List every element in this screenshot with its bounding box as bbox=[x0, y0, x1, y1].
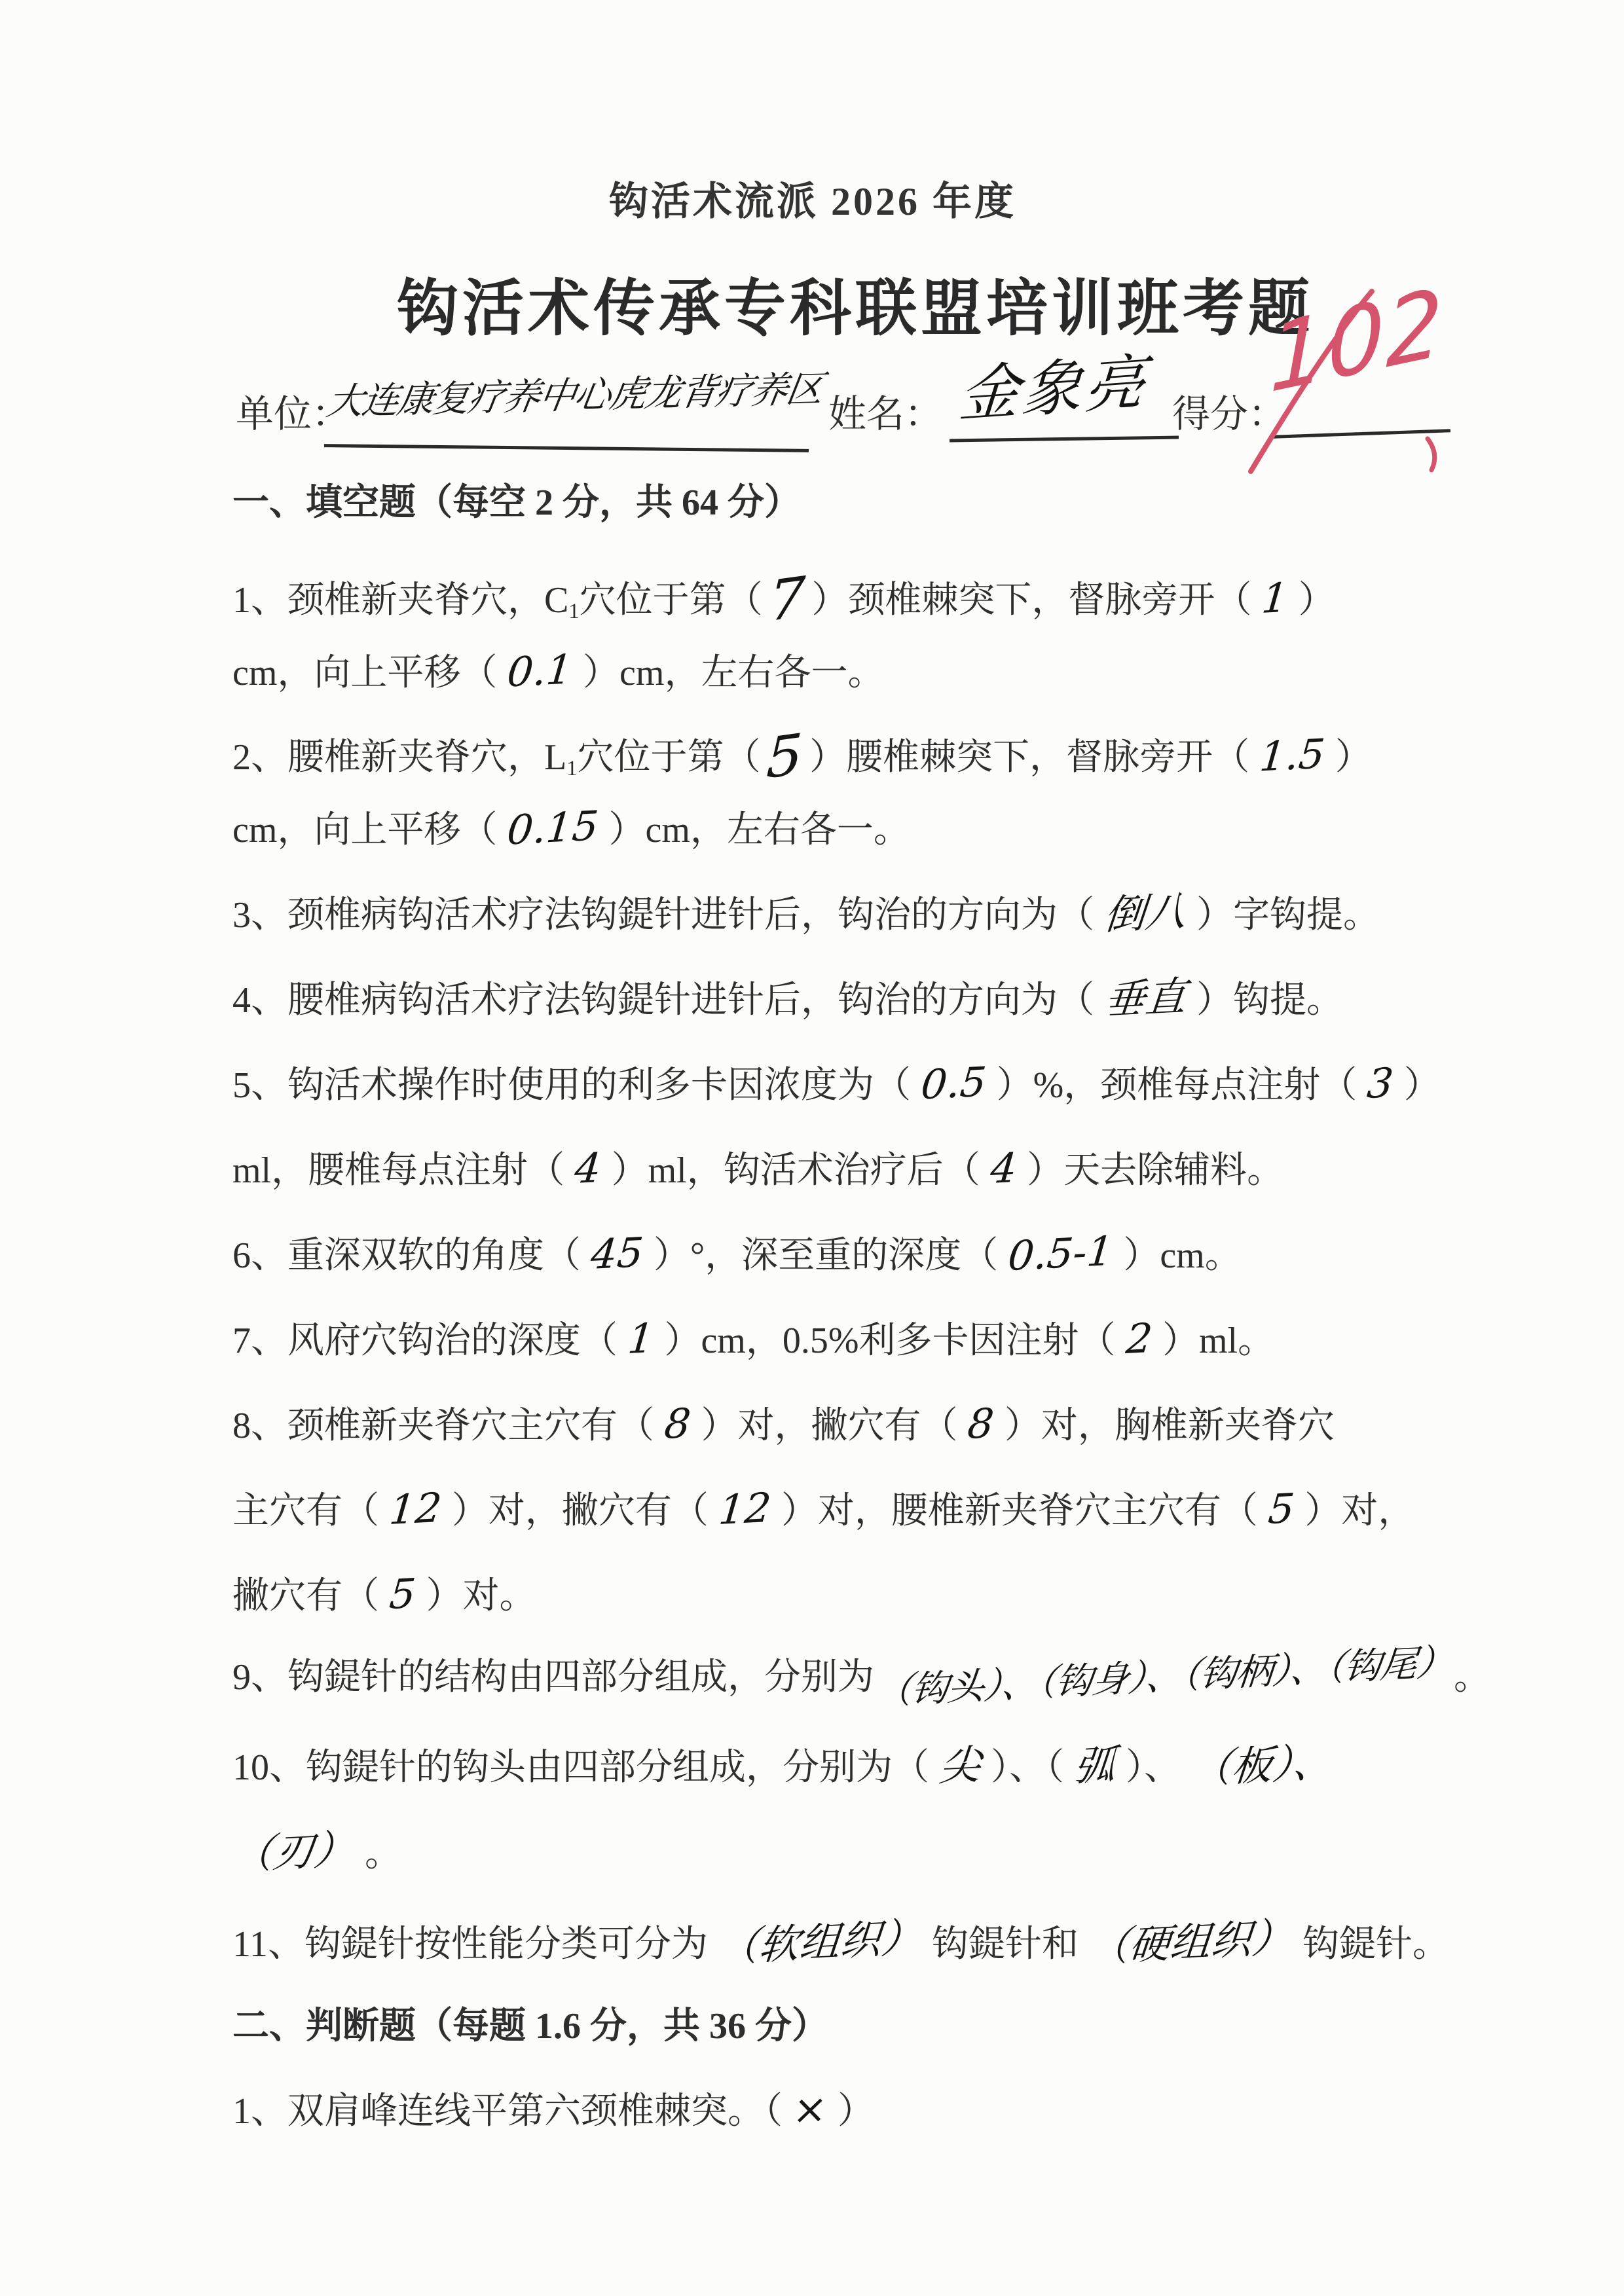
handwritten-answer: × bbox=[790, 2084, 830, 2134]
printed-text: ）cm。 bbox=[1123, 1235, 1242, 1276]
q9-line bbox=[232, 1641, 1490, 1713]
printed-text: 穴位于第（ bbox=[579, 580, 763, 621]
q5-line2 bbox=[232, 1144, 1283, 1193]
handwritten-answer: 8 bbox=[966, 1399, 997, 1448]
handwritten-answer: （钩头）、（钩身）、（钩柄）、（钩尾） bbox=[873, 1641, 1455, 1713]
q8-line3 bbox=[232, 1570, 536, 1618]
printed-text: ） bbox=[1298, 580, 1335, 621]
handwritten-answer: 5 bbox=[1266, 1484, 1297, 1533]
printed-text: 6、重深双软的角度（ bbox=[232, 1235, 581, 1276]
printed-text: ） bbox=[837, 2091, 874, 2132]
section2-heading: 二、判断题（每题 1.6 分，共 36 分） bbox=[232, 2006, 828, 2047]
printed-text: 2、腰椎新夹脊穴，L bbox=[232, 737, 567, 778]
printed-text: ）颈椎棘突下，督脉旁开（ bbox=[811, 580, 1252, 621]
printed-text: 钩鍉针。 bbox=[1302, 1924, 1449, 1965]
q6-line bbox=[232, 1226, 1242, 1281]
printed-text: ml，腰椎每点注射（ bbox=[232, 1150, 565, 1191]
printed-text: 11、钩鍉针按性能分类可分为 bbox=[232, 1924, 708, 1965]
printed-text: 4、腰椎病钩活术疗法钩鍉针进针后，钩治的方向为（ bbox=[232, 980, 1094, 1021]
q2-line2 bbox=[232, 801, 910, 854]
printed-text: ）对，腰椎新夹脊穴主穴有（ bbox=[781, 1491, 1258, 1531]
printed-text: 10、钩鍉针的钩头由四部分组成，分别为（ bbox=[232, 1747, 929, 1788]
handwritten-answer: 2 bbox=[1124, 1314, 1154, 1363]
handwritten-answer: 1.5 bbox=[1257, 729, 1327, 781]
main-title: 钩活术传承专科联盟培训班考题 bbox=[397, 275, 1314, 343]
printed-text: 3、颈椎病钩活术疗法钩鍉针进针后，钩治的方向为（ bbox=[232, 895, 1094, 936]
handwritten-answer: 倒八 bbox=[1102, 886, 1189, 939]
printed-text: ）°，深至重的深度（ bbox=[653, 1235, 999, 1276]
name-value-handwritten: 金象亮 bbox=[957, 346, 1150, 431]
handwritten-answer: 12 bbox=[387, 1483, 444, 1535]
unit-value-handwritten: 大连康复疗养中心虎龙背疗养区 bbox=[323, 367, 826, 424]
printed-text: ）对， bbox=[1304, 1491, 1415, 1531]
printed-text: cm，向上平移（ bbox=[232, 653, 498, 693]
printed-text: 7、风府穴钩治的深度（ bbox=[232, 1321, 618, 1361]
handwritten-answer: 0.5-1 bbox=[1006, 1226, 1116, 1281]
handwritten-answer: 0.5 bbox=[919, 1057, 989, 1109]
printed-text: ）ml。 bbox=[1162, 1321, 1275, 1361]
printed-text: ） bbox=[1403, 1065, 1441, 1106]
printed-text: 穴位于第（ bbox=[577, 737, 761, 778]
q11-line bbox=[232, 1912, 1449, 1972]
score-value-handwritten: 102 bbox=[1268, 268, 1445, 415]
printed-text: 。 bbox=[1454, 1657, 1490, 1698]
printed-text: ）cm，左右各一。 bbox=[608, 810, 910, 850]
series-title: 钩活术流派 2026 年度 bbox=[609, 180, 1016, 223]
unit-underline bbox=[324, 444, 809, 452]
printed-text: cm，向上平移（ bbox=[232, 810, 498, 850]
section1-heading: 一、填空题（每空 2 分，共 64 分） bbox=[232, 483, 801, 523]
name-underline bbox=[950, 436, 1179, 443]
q4-line bbox=[232, 974, 1343, 1023]
handwritten-answer: 弧 bbox=[1072, 1740, 1118, 1791]
q10-line1 bbox=[232, 1738, 1344, 1793]
printed-text: 。 bbox=[365, 1834, 402, 1874]
handwritten-answer: 垂直 bbox=[1102, 972, 1189, 1025]
handwritten-answer: （软组织） bbox=[715, 1912, 925, 1972]
handwritten-answer: 1 bbox=[1260, 574, 1291, 623]
handwritten-answer: 0.1 bbox=[505, 645, 575, 697]
q7-line bbox=[232, 1315, 1274, 1363]
printed-text: 8、颈椎新夹脊穴主穴有（ bbox=[232, 1406, 654, 1446]
printed-text: ）cm，0.5%利多卡因注射（ bbox=[664, 1321, 1116, 1361]
q8-line1 bbox=[232, 1400, 1335, 1448]
printed-text: ）钩提。 bbox=[1196, 980, 1344, 1021]
subscript: 1 bbox=[568, 600, 580, 624]
q10-line2 bbox=[230, 1825, 402, 1879]
handwritten-answer: 12 bbox=[716, 1483, 773, 1535]
printed-text: ）%，颈椎每点注射（ bbox=[996, 1065, 1357, 1106]
handwritten-answer: （刃） bbox=[230, 1825, 357, 1879]
printed-text: 主穴有（ bbox=[232, 1491, 379, 1531]
handwritten-answer: 尖 bbox=[937, 1740, 983, 1791]
handwritten-answer: 4 bbox=[572, 1144, 603, 1193]
handwritten-answer: 3 bbox=[1365, 1059, 1396, 1108]
q2-line1 bbox=[232, 717, 1372, 792]
q5-line1 bbox=[232, 1059, 1441, 1108]
printed-text: ）对，撇穴有（ bbox=[701, 1406, 958, 1446]
handwritten-answer: （硬组织） bbox=[1086, 1912, 1295, 1972]
printed-text: ）字钩提。 bbox=[1196, 895, 1380, 936]
printed-text: ）天去除辅料。 bbox=[1027, 1150, 1284, 1191]
score-flourish-ink bbox=[1231, 275, 1467, 484]
printed-text: 撇穴有（ bbox=[232, 1576, 379, 1616]
handwritten-answer: 5 bbox=[387, 1569, 418, 1618]
printed-text: 1、颈椎新夹脊穴，C bbox=[232, 580, 569, 621]
printed-text: 5、钩活术操作时使用的利多卡因浓度为（ bbox=[232, 1065, 911, 1106]
q1-line1 bbox=[232, 560, 1335, 635]
printed-text: ）ml，钩活术治疗后（ bbox=[611, 1150, 980, 1191]
printed-text: ） bbox=[1335, 737, 1372, 778]
handwritten-answer: 8 bbox=[662, 1399, 693, 1448]
handwritten-answer: 7 bbox=[767, 564, 807, 635]
name-label: 姓名： bbox=[828, 393, 943, 435]
printed-text: 钩鍉针和 bbox=[931, 1924, 1079, 1965]
printed-text: ）腰椎棘突下，督脉旁开（ bbox=[809, 737, 1250, 778]
q3-line bbox=[232, 886, 1380, 939]
printed-text: ）、（ bbox=[991, 1747, 1065, 1788]
printed-text: 1、双肩峰连线平第六颈椎棘突。（ bbox=[232, 2091, 783, 2132]
printed-text: ）对，胸椎新夹脊穴 bbox=[1004, 1406, 1335, 1446]
s2-q1-line bbox=[232, 2085, 874, 2134]
subscript: 1 bbox=[566, 757, 578, 781]
handwritten-answer: 4 bbox=[988, 1144, 1019, 1193]
handwritten-answer: 45 bbox=[589, 1228, 646, 1279]
printed-text: ）对。 bbox=[426, 1576, 536, 1616]
printed-text: ）、 bbox=[1126, 1747, 1181, 1788]
handwritten-answer: 1 bbox=[625, 1314, 656, 1363]
handwritten-answer: 5 bbox=[765, 721, 805, 792]
printed-text: ）cm，左右各一。 bbox=[583, 653, 885, 693]
printed-text: ）对，撇穴有（ bbox=[451, 1491, 709, 1531]
handwritten-answer: 0.15 bbox=[505, 801, 601, 854]
printed-text: 9、钩鍉针的结构由四部分组成，分别为 bbox=[232, 1657, 874, 1698]
score-label: 得分： bbox=[1172, 393, 1287, 435]
q1-line2 bbox=[232, 647, 884, 695]
handwritten-answer: （板）、 bbox=[1189, 1738, 1336, 1793]
q8-line2 bbox=[232, 1485, 1414, 1533]
unit-label: 单位： bbox=[236, 393, 350, 435]
